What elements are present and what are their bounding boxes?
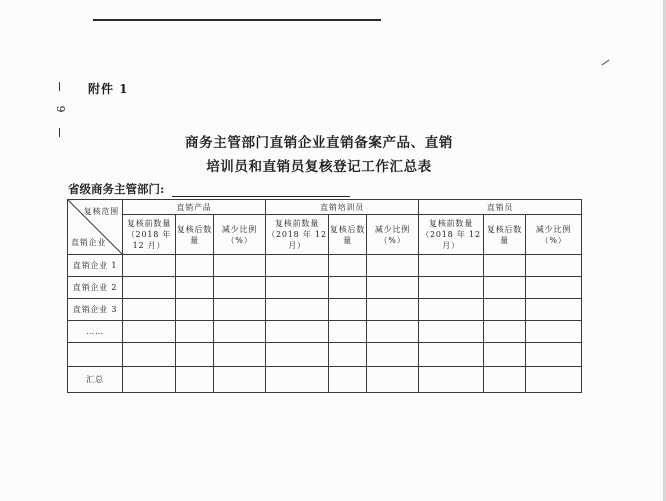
col-header-ratio: 减少比例（%） [526,215,582,255]
summary-table [67,199,582,393]
input-cell[interactable] [123,367,176,393]
col-header-before: 复核前数量（2018 年 12 月） [419,215,484,255]
input-cell[interactable] [123,343,176,367]
input-cell[interactable] [419,277,484,299]
input-cell[interactable] [367,299,419,321]
input-cell[interactable] [484,255,526,277]
col-header-ratio: 减少比例（%） [214,215,266,255]
document-title [150,131,488,179]
corner-header-cell [68,200,123,255]
department-fill-line[interactable] [172,196,350,197]
col-header-after: 复核后数量 [484,215,526,255]
input-cell[interactable] [214,299,266,321]
input-cell[interactable] [367,277,419,299]
input-cell[interactable] [367,321,419,343]
table-row [68,299,582,321]
group-header-products: 直销产品 [123,200,266,215]
input-cell[interactable] [266,299,329,321]
input-cell[interactable] [367,255,419,277]
input-cell[interactable] [367,343,419,367]
input-cell[interactable] [176,343,214,367]
input-cell[interactable] [266,343,329,367]
row-label: 直销企业 2 [68,277,123,299]
col-header-before: 复核前数量（2018 年 12 月） [266,215,329,255]
page-number-dash [59,128,60,137]
input-cell[interactable] [123,321,176,343]
input-cell[interactable] [526,321,582,343]
input-cell[interactable] [484,367,526,393]
attachment-label: 附件 1 [88,82,129,96]
input-cell[interactable] [484,343,526,367]
input-cell[interactable] [484,321,526,343]
group-header-trainers: 直销培训员 [266,200,419,215]
input-cell[interactable] [526,255,582,277]
input-cell[interactable] [214,255,266,277]
input-cell[interactable] [176,255,214,277]
input-cell[interactable] [484,299,526,321]
input-cell[interactable] [329,277,367,299]
row-label-blank[interactable] [68,343,123,367]
table-row [68,255,582,277]
input-cell[interactable] [526,343,582,367]
page-number-value: 9 [54,105,67,113]
input-cell[interactable] [214,367,266,393]
row-label: 直销企业 1 [68,255,123,277]
input-cell[interactable] [266,321,329,343]
table-row [68,277,582,299]
input-cell[interactable] [329,367,367,393]
input-cell[interactable] [176,321,214,343]
input-cell[interactable] [526,277,582,299]
input-cell[interactable] [176,277,214,299]
department-label: 省级商务主管部门: [68,182,165,196]
input-cell[interactable] [176,367,214,393]
row-label: 直销企业 3 [68,299,123,321]
input-cell[interactable] [123,299,176,321]
input-cell[interactable] [419,255,484,277]
col-header-after: 复核后数量 [329,215,367,255]
input-cell[interactable] [329,343,367,367]
input-cell[interactable] [123,277,176,299]
table-row-total [68,367,582,393]
input-cell[interactable] [214,321,266,343]
corner-enterprise-label: 直销企业 [71,238,107,247]
col-header-before: 复核前数量（2018 年 12 月） [123,215,176,255]
input-cell[interactable] [214,343,266,367]
input-cell[interactable] [176,299,214,321]
input-cell[interactable] [214,277,266,299]
input-cell[interactable] [419,321,484,343]
input-cell[interactable] [266,255,329,277]
input-cell[interactable] [329,321,367,343]
input-cell[interactable] [419,343,484,367]
group-header-salespersons: 直销员 [419,200,582,215]
page-number [52,82,68,138]
input-cell[interactable] [329,255,367,277]
col-header-after: 复核后数量 [176,215,214,255]
title-line-2: 培训员和直销员复核登记工作汇总表 [206,159,432,175]
input-cell[interactable] [419,367,484,393]
corner-scope-label: 复核范围 [83,207,119,216]
row-label-total: 汇总 [68,367,123,393]
page-number-dash [59,82,60,91]
scan-mark [602,60,610,66]
row-label: …… [68,321,123,343]
input-cell[interactable] [367,367,419,393]
input-cell[interactable] [526,299,582,321]
col-header-ratio: 减少比例（%） [367,215,419,255]
input-cell[interactable] [419,299,484,321]
scan-top-line [93,19,381,21]
input-cell[interactable] [526,367,582,393]
input-cell[interactable] [266,277,329,299]
input-cell[interactable] [266,367,329,393]
title-line-1: 商务主管部门直销企业直销备案产品、直销 [185,135,453,151]
input-cell[interactable] [329,299,367,321]
table-row [68,343,582,367]
input-cell[interactable] [123,255,176,277]
table-row [68,321,582,343]
input-cell[interactable] [484,277,526,299]
